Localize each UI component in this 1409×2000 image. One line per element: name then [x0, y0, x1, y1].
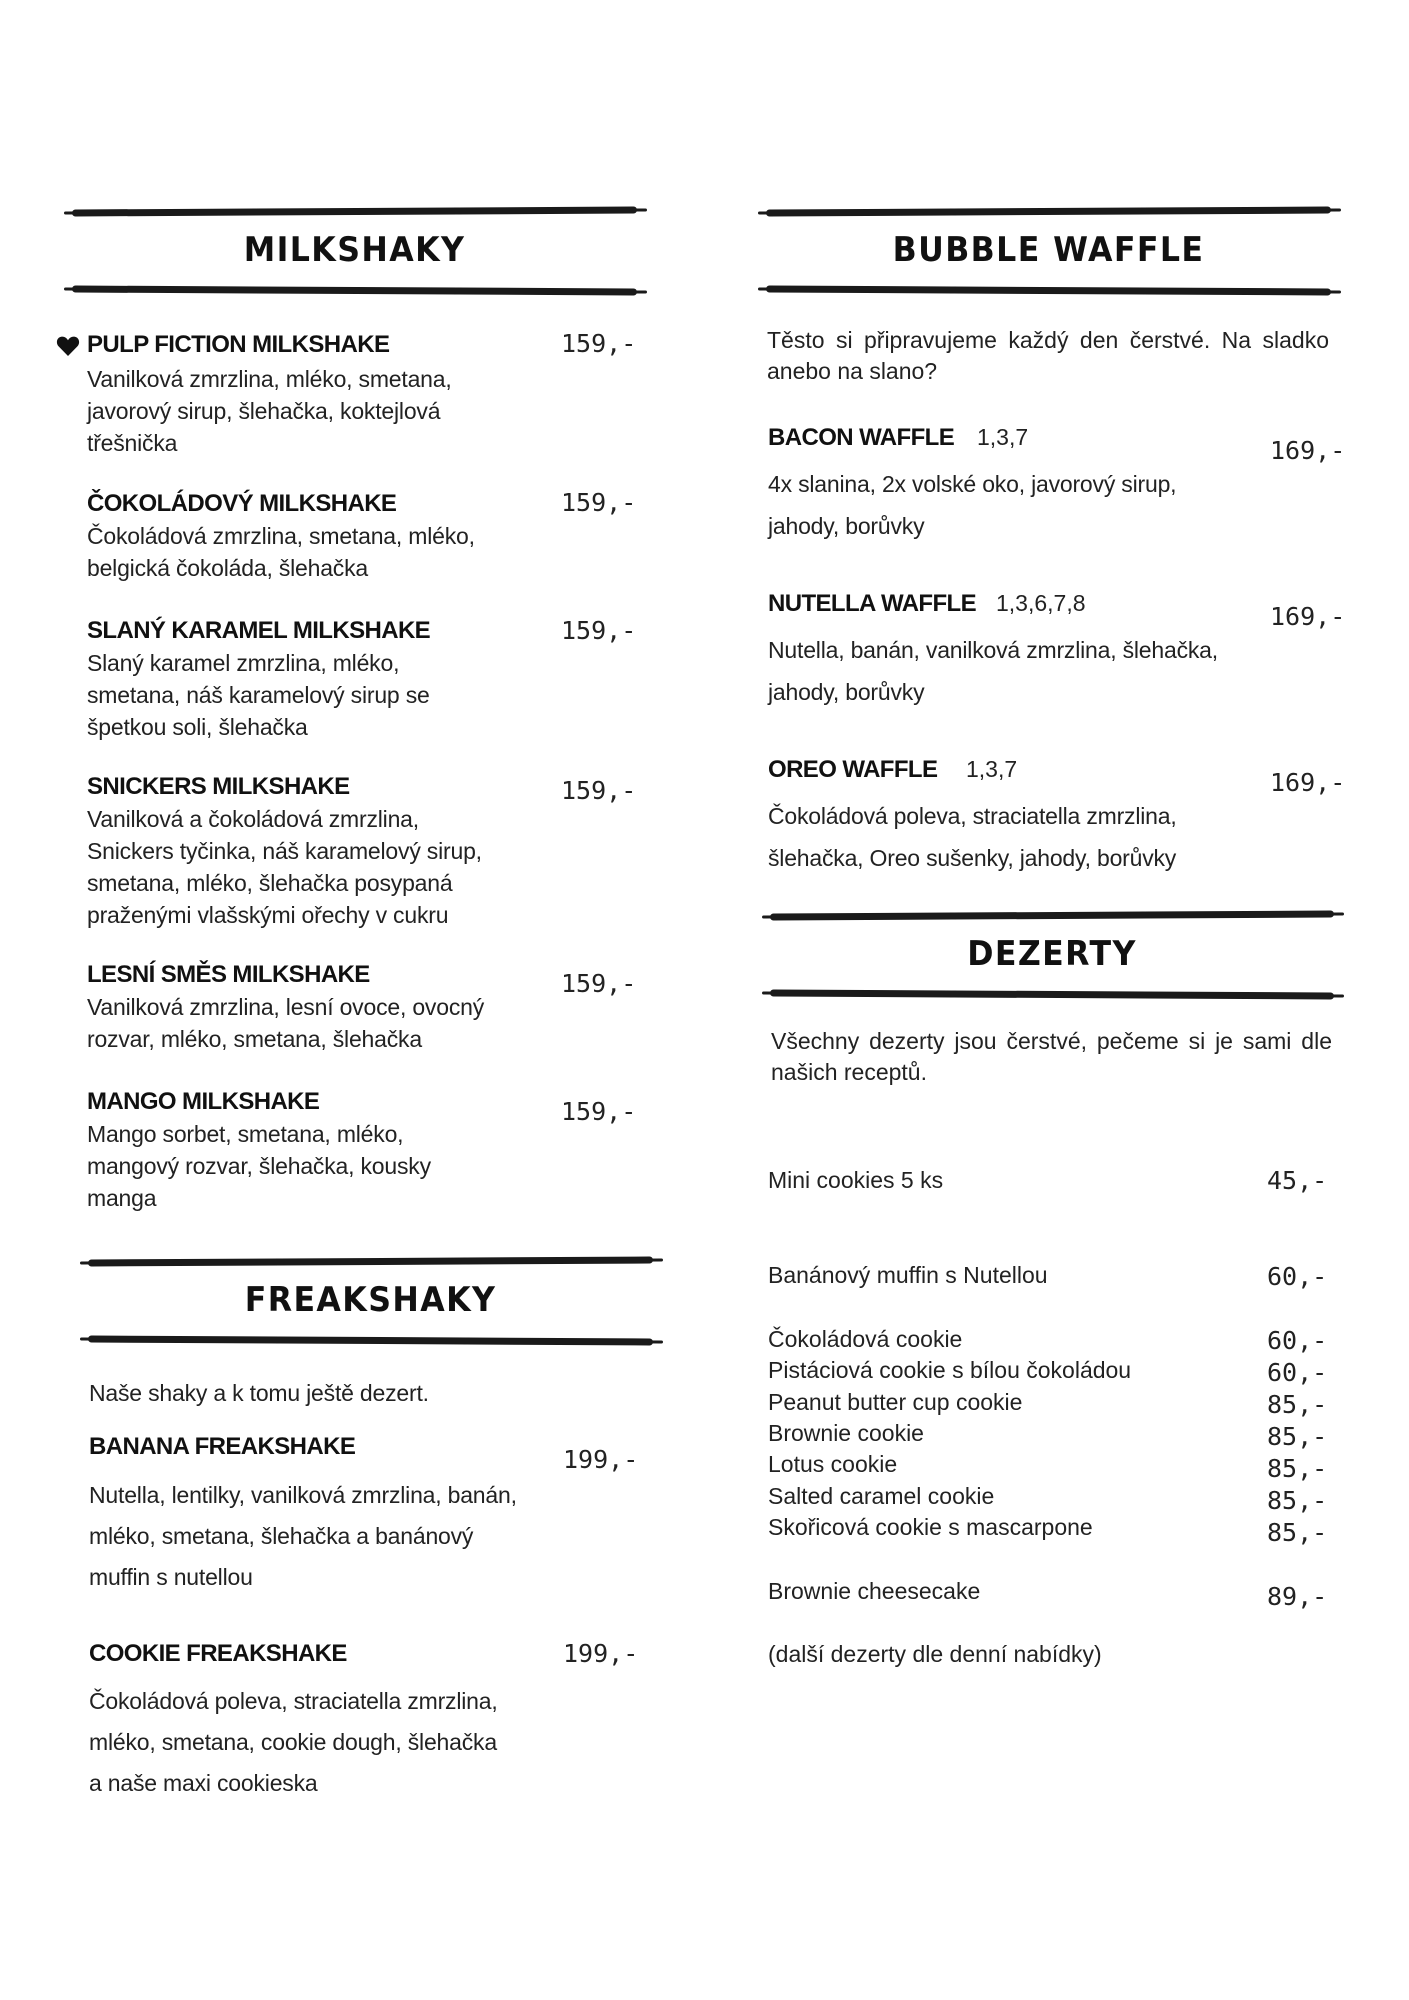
dessert-name: Peanut butter cup cookie [768, 1389, 1023, 1415]
item-price: 169,- [1270, 436, 1346, 465]
item-name: ČOKOLÁDOVÝ MILKSHAKE [87, 490, 397, 517]
dessert-name: Mini cookies 5 ks [768, 1167, 944, 1193]
section-intro: Naše shaky a k tomu ještě dezert. [89, 1380, 429, 1406]
dessert-note: (další dezerty dle denní nabídky) [768, 1641, 1102, 1667]
item-description: Nutella, lentilky, vanilková zmrzlina, banán, mléko, smetana, šlehačka a banánový muffin s nutellou [89, 1482, 517, 1590]
item-price: 159,- [561, 776, 637, 805]
item-name: BANANA FREAKSHAKE [89, 1433, 356, 1460]
item-price: 199,- [563, 1639, 639, 1668]
item-description: Čokoládová poleva, straciatella zmrzlina, šlehačka, Oreo sušenky, jahody, borůvky [768, 803, 1177, 871]
dessert-price: 60,- [1267, 1326, 1328, 1355]
item-name: NUTELLA WAFFLE [768, 590, 977, 617]
brush-stroke-divider [770, 911, 1334, 921]
dessert-name: Brownie cookie [768, 1420, 924, 1446]
item-price: 169,- [1270, 768, 1346, 797]
item-name: LESNÍ SMĚS MILKSHAKE [87, 961, 370, 988]
section-title-milkshaky: MILKSHAKY [243, 230, 466, 270]
heart-icon [56, 334, 80, 358]
dessert-price: 85,- [1267, 1518, 1328, 1547]
dessert-name: Čokoládová cookie [768, 1326, 963, 1352]
item-price: 169,- [1270, 602, 1346, 631]
item-description: Vanilková zmrzlina, mléko, smetana, javorový sirup, šlehačka, koktejlová třešnička [87, 366, 452, 456]
dessert-price: 85,- [1267, 1454, 1328, 1483]
item-description: Vanilková zmrzlina, lesní ovoce, ovocný rozvar, mléko, smetana, šlehačka [87, 994, 485, 1052]
dessert-price: 89,- [1267, 1582, 1328, 1611]
dessert-name: Lotus cookie [768, 1451, 898, 1477]
bubble-waffle-banner [766, 208, 1331, 294]
item-name: PULP FICTION MILKSHAKE [87, 331, 390, 358]
freakshaky-banner [88, 1258, 653, 1344]
item-name: COOKIE FREAKSHAKE [89, 1640, 347, 1667]
dessert-price: 85,- [1267, 1390, 1328, 1419]
item-description: Vanilková a čokoládová zmrzlina, Snickers tyčinka, náš karamelový sirup, smetana, mléko, šlehačka posypaná praženými vlašskými ořechy v cukru [87, 806, 482, 928]
brush-stroke-divider [770, 990, 1334, 1000]
item-price: 199,- [563, 1445, 639, 1474]
item-name: OREO WAFFLE [768, 756, 938, 783]
dezerty-banner [770, 912, 1334, 998]
brush-stroke-divider [766, 286, 1331, 296]
section-intro: Těsto si připravujeme každý den čerstvé. Na sladko anebo na slano? [767, 327, 1329, 384]
dessert-price: 60,- [1267, 1358, 1328, 1387]
brush-stroke-divider [766, 207, 1331, 217]
brush-stroke-divider [72, 286, 637, 296]
brush-stroke-divider [88, 1257, 653, 1267]
item-description: 4x slanina, 2x volské oko, javorový sirup, jahody, borůvky [768, 471, 1177, 539]
brush-stroke-divider [72, 207, 637, 217]
item-name: MANGO MILKSHAKE [87, 1088, 320, 1115]
item-description: Slaný karamel zmrzlina, mléko, smetana, náš karamelový sirup se špetkou soli, šlehačka [87, 650, 430, 740]
dessert-name: Banánový muffin s Nutellou [768, 1262, 1048, 1288]
item-description: Čokoládová zmrzlina, smetana, mléko, belgická čokoláda, šlehačka [87, 523, 475, 581]
section-title-bubble-waffle: BUBBLE WAFFLE [892, 230, 1205, 270]
item-description: Mango sorbet, smetana, mléko, mangový rozvar, šlehačka, kousky manga [87, 1121, 431, 1211]
dessert-price: 85,- [1267, 1422, 1328, 1451]
item-allergens: 1,3,7 [966, 756, 1018, 782]
milkshaky-banner [72, 208, 637, 294]
dessert-name: Skořicová cookie s mascarpone [768, 1514, 1093, 1540]
dessert-price: 60,- [1267, 1262, 1328, 1291]
item-price: 159,- [561, 329, 637, 358]
item-price: 159,- [561, 488, 637, 517]
dessert-name: Pistáciová cookie s bílou čokoládou [768, 1357, 1132, 1383]
section-title-dezerty: DEZERTY [967, 934, 1137, 974]
dessert-name: Salted caramel cookie [768, 1483, 995, 1509]
section-title-freakshaky: FREAKSHAKY [244, 1280, 497, 1320]
dessert-price: 85,- [1267, 1486, 1328, 1515]
brush-stroke-divider [88, 1336, 653, 1346]
item-allergens: 1,3,7 [977, 424, 1029, 450]
dessert-price: 45,- [1267, 1166, 1328, 1195]
item-description: Nutella, banán, vanilková zmrzlina, šlehačka, jahody, borůvky [768, 637, 1218, 705]
item-name: SLANÝ KARAMEL MILKSHAKE [87, 617, 431, 644]
item-price: 159,- [561, 969, 637, 998]
item-name: SNICKERS MILKSHAKE [87, 773, 350, 800]
item-price: 159,- [561, 616, 637, 645]
section-intro: Všechny dezerty jsou čerstvé, pečeme si je sami dle našich receptů. [771, 1028, 1332, 1085]
item-allergens: 1,3,6,7,8 [996, 590, 1086, 616]
item-price: 159,- [561, 1097, 637, 1126]
item-description: Čokoládová poleva, straciatella zmrzlina, mléko, smetana, cookie dough, šlehačka a naše maxi cookieska [89, 1688, 498, 1796]
dessert-name: Brownie cheesecake [768, 1578, 981, 1604]
item-name: BACON WAFFLE [768, 424, 955, 451]
